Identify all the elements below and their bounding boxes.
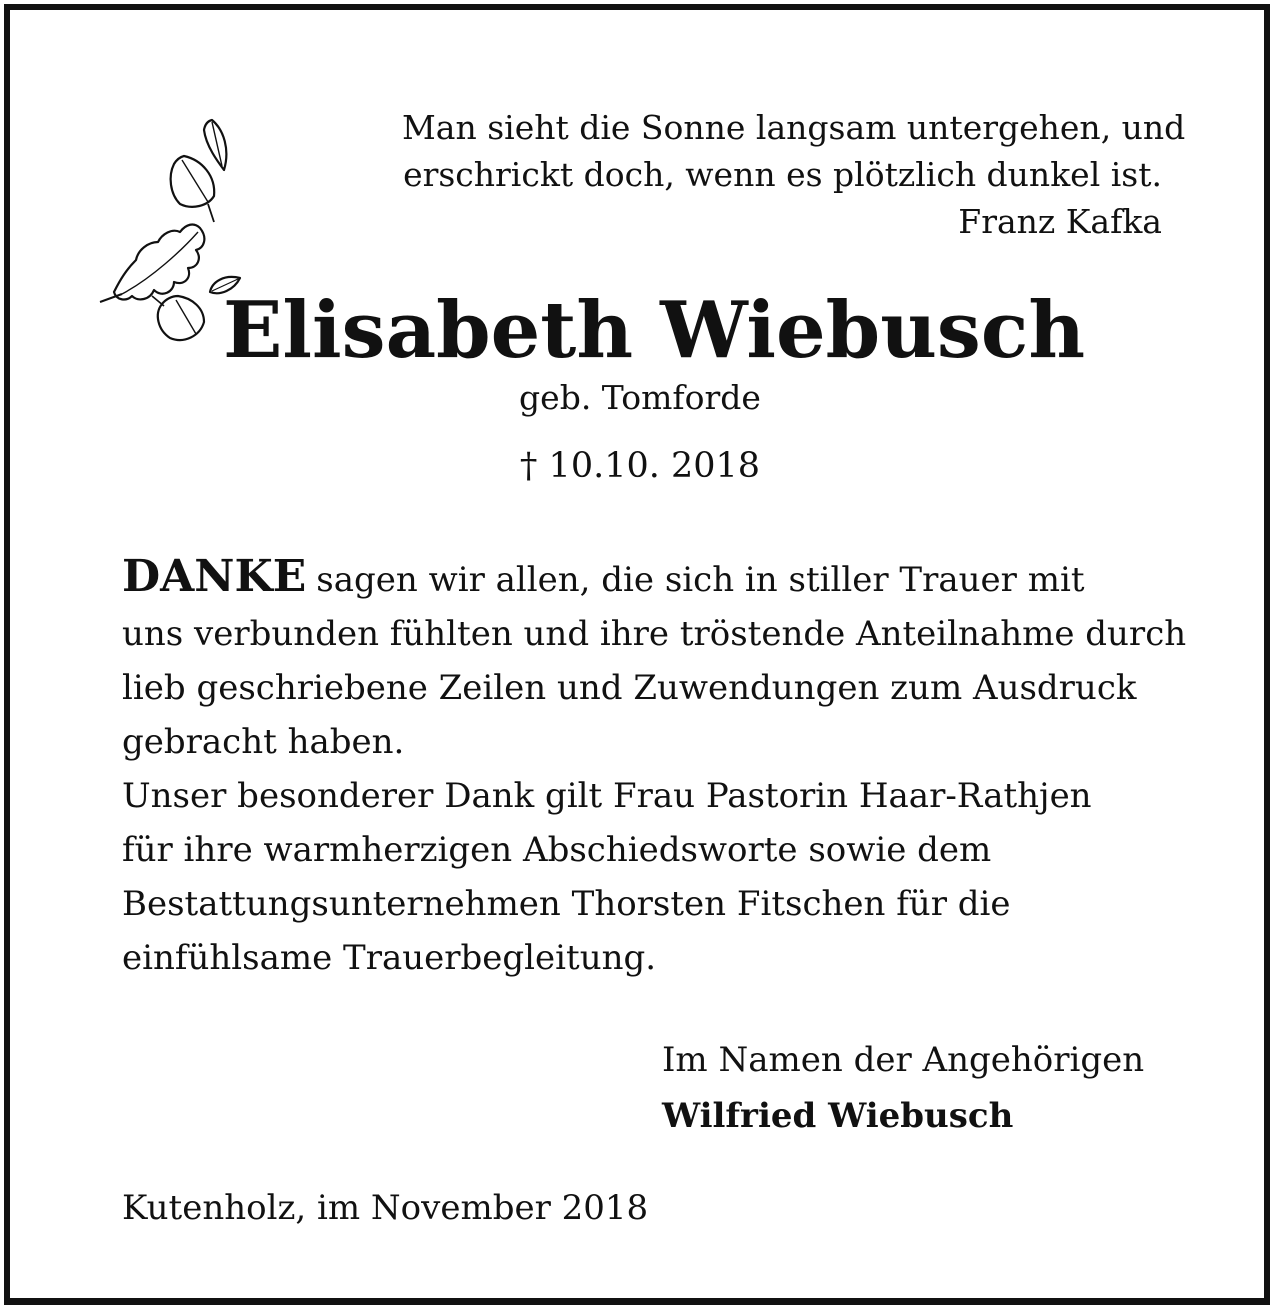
message-line: gebracht haben. bbox=[122, 722, 405, 762]
deceased-name: Elisabeth Wiebusch bbox=[222, 285, 1086, 376]
message-line: lieb geschriebene Zeilen und Zuwendungen zum Ausdruck bbox=[122, 668, 1137, 708]
death-date-line bbox=[0, 446, 1280, 486]
place-date: Kutenholz, im November 2018 bbox=[122, 1188, 649, 1228]
danke-lead-word: DANKE bbox=[122, 551, 307, 602]
on-behalf-text: Im Namen der Angehörigen bbox=[662, 1040, 1145, 1080]
quote-line-2: erschrickt doch, wenn es plötzlich dunkel ist. bbox=[403, 155, 1162, 194]
closing-block bbox=[662, 1032, 1144, 1144]
message-line: einfühlsame Trauerbegleitung. bbox=[122, 938, 657, 978]
message-line-1 bbox=[122, 550, 1182, 607]
quote-line-1: Man sieht die Sonne langsam untergehen, und bbox=[402, 108, 1186, 147]
message-first-line-rest: sagen wir allen, die sich in stiller Trauer mit bbox=[316, 560, 1085, 600]
maiden-name: geb. Tomforde bbox=[519, 378, 761, 417]
message-line: Unser besonderer Dank gilt Frau Pastorin Haar-Rathjen bbox=[122, 776, 1092, 816]
cross-icon: † bbox=[519, 446, 538, 486]
kafka-quote bbox=[402, 104, 1186, 245]
quote-author: Franz Kafka bbox=[958, 202, 1162, 241]
thank-you-message bbox=[122, 550, 1187, 985]
message-line: uns verbunden fühlten und ihre tröstende Anteilnahme durch bbox=[122, 614, 1187, 654]
message-line: Bestattungsunternehmen Thorsten Fitschen für die bbox=[122, 884, 1011, 924]
message-line: für ihre warmherzigen Abschiedsworte sowie dem bbox=[122, 830, 992, 870]
signer-name: Wilfried Wiebusch bbox=[662, 1096, 1014, 1136]
death-date: 10.10. 2018 bbox=[548, 446, 761, 486]
